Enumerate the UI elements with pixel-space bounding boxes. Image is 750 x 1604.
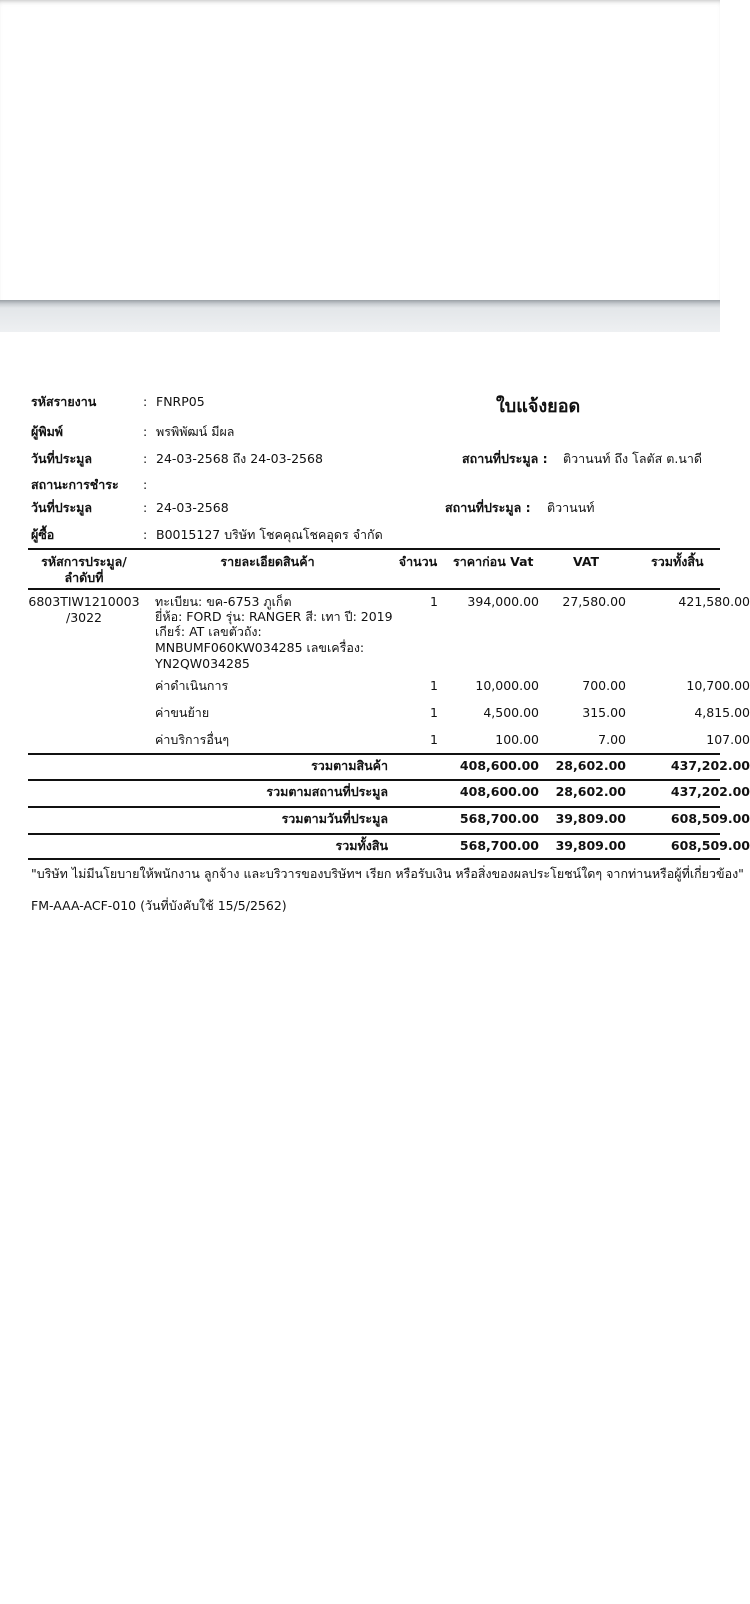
report-code-value: FNRP05 [156, 394, 205, 409]
document-title: ใบแจ้งยอด [496, 396, 581, 417]
summary-label: รวมตามสินค้า [311, 758, 388, 773]
fee-label: ค่าขนย้าย [155, 705, 210, 720]
qty-cell: 1 [430, 732, 438, 747]
policy-note: "บริษัท ไม่มีนโยบายให้พนักงาน ลูกจ้าง และบริวารของบริษัทฯ เรียก หรือรับเงิน หรือสิ่งของผลประโยชน์ใดๆ จากท่านหรือผู้ที่เกี่ยวข้อง" [31, 866, 744, 881]
qty-cell: 1 [430, 678, 438, 693]
vat-cell: 700.00 [582, 678, 626, 693]
vat-cell: 27,580.00 [562, 594, 626, 609]
total-cell: 4,815.00 [694, 705, 750, 720]
previous-page-blank [0, 0, 720, 300]
summary-total: 608,509.00 [670, 811, 750, 826]
vat-cell: 7.00 [598, 732, 626, 747]
summary-rule [28, 833, 720, 835]
grand-total-vat: 39,809.00 [555, 838, 626, 853]
colon: : [143, 424, 148, 439]
col-code-header-line1: รหัสการประมูล/ [41, 554, 127, 569]
detail-line: MNBUMF060KW034285 เลขเครื่อง: [155, 640, 365, 655]
auction-code-line1: 6803TIW1210003 [28, 594, 140, 609]
printer-label: ผู้พิมพ์ [31, 424, 64, 439]
table-bottom-rule [28, 858, 720, 860]
col-prevat-header: ราคาก่อน Vat [453, 554, 534, 569]
colon: : [143, 527, 148, 542]
fee-label: ค่าบริการอื่นๆ [155, 732, 230, 747]
grand-total-total: 608,509.00 [670, 838, 750, 853]
col-code-header-line2: ลำดับที่ [64, 570, 104, 585]
summary-rule [28, 753, 720, 755]
page-divider [0, 300, 720, 332]
col-total-header: รวมทั้งสิ้น [651, 554, 704, 569]
detail-line: ยี่ห้อ: FORD รุ่น: RANGER สี: เทา ปี: 2019 [155, 609, 393, 624]
summary-total: 437,202.00 [670, 784, 750, 799]
detail-line: YN2QW034285 [155, 656, 250, 671]
detail-line: ทะเบียน: ขค-6753 ภูเก็ต [155, 594, 292, 609]
colon: : [143, 394, 148, 409]
summary-label: รวมตามสถานที่ประมูล [266, 784, 388, 799]
form-code: FM-AAA-ACF-010 (วันที่บังคับใช้ 15/5/2562) [31, 898, 287, 913]
auction-code-line2: /3022 [65, 610, 103, 625]
total-cell: 107.00 [706, 732, 750, 747]
venue2-label: สถานที่ประมูล : [445, 500, 531, 515]
col-details-header: รายละเอียดสินค้า [220, 554, 315, 569]
summary-rule [28, 806, 720, 808]
table-top-rule [28, 548, 720, 550]
prevat-cell: 394,000.00 [467, 594, 539, 609]
colon: : [143, 451, 148, 466]
col-qty-header: จำนวน [398, 554, 438, 569]
grand-total-label: รวมทั้งสิน [335, 838, 388, 853]
prevat-cell: 10,000.00 [475, 678, 539, 693]
vat-cell: 315.00 [582, 705, 626, 720]
fee-label: ค่าดำเนินการ [155, 678, 229, 693]
colon: : [143, 477, 148, 492]
summary-prevat: 568,700.00 [459, 811, 539, 826]
venue2-value: ติวานนท์ [547, 500, 595, 515]
detail-line: เกียร์: AT เลขตัวถัง: [155, 624, 262, 639]
buyer-value: B0015127 บริษัท โชคคุณโชคอุดร จำกัด [156, 527, 383, 542]
summary-label: รวมตามวันที่ประมูล [281, 811, 388, 826]
grand-total-prevat: 568,700.00 [459, 838, 539, 853]
colon: : [143, 500, 148, 515]
auction-date2-label: วันที่ประมูล [31, 500, 93, 515]
auction-date-label: วันที่ประมูล [31, 451, 93, 466]
total-cell: 421,580.00 [678, 594, 750, 609]
buyer-label: ผู้ซื้อ [31, 527, 55, 542]
venue-value: ติวานนท์ ถึง โลตัส ต.นาดี [563, 451, 702, 466]
auction-date2-value: 24-03-2568 [156, 500, 229, 515]
prevat-cell: 4,500.00 [483, 705, 539, 720]
report-code-label: รหัสรายงาน [31, 394, 97, 409]
payment-status-label: สถานะการชำระ [31, 477, 119, 492]
summary-vat: 28,602.00 [555, 758, 626, 773]
printer-value: พรพิพัฒน์ มีผล [156, 424, 235, 439]
statement-document [0, 332, 750, 1604]
summary-total: 437,202.00 [670, 758, 750, 773]
qty-cell: 1 [430, 594, 438, 609]
auction-date-range: 24-03-2568 ถึง 24-03-2568 [156, 451, 323, 466]
summary-vat: 28,602.00 [555, 784, 626, 799]
table-header-rule [28, 588, 720, 590]
summary-rule [28, 779, 720, 781]
total-cell: 10,700.00 [686, 678, 750, 693]
col-vat-header: VAT [573, 554, 600, 569]
summary-prevat: 408,600.00 [459, 784, 539, 799]
summary-vat: 39,809.00 [555, 811, 626, 826]
venue-label: สถานที่ประมูล : [462, 451, 548, 466]
summary-prevat: 408,600.00 [459, 758, 539, 773]
qty-cell: 1 [430, 705, 438, 720]
prevat-cell: 100.00 [495, 732, 539, 747]
